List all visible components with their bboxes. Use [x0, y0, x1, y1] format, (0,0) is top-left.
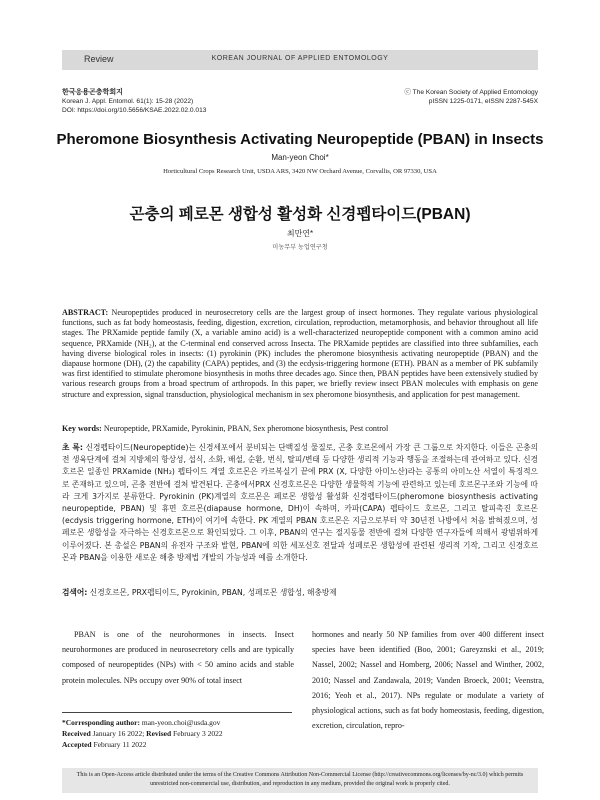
body-paragraph: PBAN is one of the neurohormones in insects. Insect neurohormones are produced in neurosecretory cells and are typically composed of neuropeptides (NPs) with < 50 amino acids and stable protein molecules. NPs occupy over 90% of total insect: [62, 630, 294, 685]
doi-link[interactable]: DOI: https://doi.org/10.5656/KSAE.2022.02.0.013: [62, 107, 207, 114]
korean-abstract-text: 신경펩타이드(Neuropeptide)는 신경세포에서 분비되는 단백질성 물질로, 곤충 호르몬에서 가장 큰 그룹으로 차지한다. 이들은 곤충의 전 생육단계에 걸쳐 지방체의 항상성, 섭식, 소화, 배설, 순환, 번식, 탈피/변태 등 다양한 생리적 기능과 행동을 조절하는데 관여하고 있다. 신경호르몬 일종인 PRXamide (NH₂) 펩타이드 계열 호르몬은 카르복실기 끝에 PRX (X, 다양한 아미노산)라는 공통의 아미노산 서열이 특징적으로 존재하고 있으며, 곤충 전반에 걸쳐 발견된다. 곤충에서PRX 신경호르몬은 다양한 생물학적 기능에 관련하고 있는데 호르몬구조와 기능에 따라 크게 3가지로 분류한다. Pyrokinin (PK)계열의 호르몬은 페로몬 생합성 활성화 신경펩타이드(pheromone biosynthesis activating neuropeptide, PBAN) 및 휴면 호르몬(diapause hormone, DH)이 속하며, 카파(CAPA) 펩타이드 호르몬, 그리고 탈피촉진 호르몬(ecdysis triggering hormone, ETH)이 여기에 속한다. PK 계열의 PBAN 호르몬은 지금으로부터 약 30년전 나방에서 처음 밝혀졌으며, 성페로몬 생합성을 자극하는 신경호르몬으로 확인되었다. 그 이후, PBAN의 연구는 절지동물 전반에 걸쳐 다양한 연구자들에 의해서 광범위하게 이루어졌다. 본 총설은 PBAN의 유전자 구조와 발현, PBAN에 의한 세포신호 전달과 성페로몬 생합성에 관련된 생리적 기작, 그리고 신경호르몬과 PBAN을 이용한 새로운 해충 방제법 개발의 가능성과 예를 소개한다.: [62, 443, 538, 562]
citation: Korean J. Appl. Entomol. 61(1): 15-28 (2022): [62, 98, 194, 105]
license-notice: This is an Open-Access article distributed under the terms of the Creative Commons Attribution Non-Commercial License (http://creativecommons.org/licenses/by-nc/3.0) which permits unrestricted non-commercial use, distribution, and reproduction in any medium, provided the original work is properly cited.: [62, 768, 538, 793]
citation-block: [62, 88, 206, 115]
author-korean: 최만연*: [286, 229, 314, 238]
title-korean: 곤충의 페로몬 생합성 활성화 신경펩타이드(PBAN): [129, 206, 471, 223]
title-english: Pheromone Biosynthesis Activating Neuropeptide (PBAN) in Insects: [56, 131, 544, 148]
issn: pISSN 1225-0171, eISSN 2287-545X: [428, 98, 538, 105]
korean-abstract: [62, 442, 538, 564]
korean-keywords-text: 신경호르몬, PRX펩티이드, Pyrokinin, PBAN, 성페로몬 생합성, 해충방제: [87, 588, 337, 597]
abstract-label: ABSTRACT:: [62, 308, 109, 317]
journal-name: KOREAN JOURNAL OF APPLIED ENTOMOLOGY: [211, 55, 389, 62]
accepted-label: Accepted: [62, 740, 92, 749]
abstract-text: Neuropeptides produced in neurosecretory cells are the largest group of insect hormones. They regulate various physiological functions, such as fat body homeostasis, feeding, digestion, excretion, circulation, reproduction, metamorphosis, and behavior throughout all life stages. The PRXamide peptide family (X, a variable amino acid) is a well-characterized neuropeptide component with a common amino acid sequence, PRXamide (NH₂), at the C-terminal end conserved across Insecta. The PRXamide peptides are classified into three subfamilies, each having diverse biological roles in insects: (1) pyrokinin (PK) includes the pheromone biosynthesis activating neuropeptide (PBAN) and the diapause hormone (DH), (2) the capability (CAPA) peptides, and (3) the ecdysis-triggering hormone (ETH). PBAN as a member of PK subfamily was first identified to stimulate pheromone biosynthesis in moths three decades ago. Since then, PBAN peptides have been extensively studied by various research groups from a broad spectrum of arthropods. In this paper, we briefly review insect PBAN molecules with emphasis on gene structure and expression, signal transduction, physiological mechanism in sex pheromone biosynthesis, and application for pest management.: [62, 308, 538, 399]
revised-date: February 3 2022: [171, 729, 223, 738]
korean-keywords-label: 검색어:: [62, 588, 88, 597]
journal-header-bar: [62, 50, 538, 70]
received-label: Received: [62, 729, 91, 738]
body-paragraph: hormones and nearly 50 NP families from over 400 different insect species have been identified (Boo, 2001; Gareyznski et al., 2019; Nassel, 2002; Nassel and Homberg, 2006; Nassel and Winther, 2002, 2010; Nassel and Zandawala, 2019; Vanden Broeck, 2001; Veenstra, 2016; Yeoh et al., 2017). NPs regulate or modulate a variety of physiological actions, such as fat body homeostasis, feeding, digestion, excretion, circulation, repro-: [312, 630, 544, 731]
accepted-date: February 11 2022: [91, 740, 147, 749]
keywords: [62, 424, 538, 434]
author-english: Man-yeon Choi*: [271, 153, 329, 162]
body-column-left: [62, 627, 294, 688]
abstract: [62, 308, 538, 400]
correspondence-block: [62, 712, 292, 750]
corresponding-author-email[interactable]: man-yeon.choi@usda.gov: [140, 718, 221, 727]
journal-korean-name: 한국응용곤충학회지: [62, 89, 123, 96]
affiliation-korean: 미농무부 농업연구청: [272, 244, 328, 251]
body-column-right: [312, 627, 544, 733]
section-label: Review: [84, 54, 114, 64]
revised-label: Revised: [146, 729, 172, 738]
keywords-label: Key words:: [62, 424, 102, 433]
copyright-block: [404, 88, 538, 106]
copyright: ⓒ The Korean Society of Applied Entomology: [404, 89, 538, 96]
korean-keywords: [62, 587, 538, 598]
corresponding-author-label: *Corresponding author:: [62, 718, 140, 727]
affiliation-english: Horticultural Crops Research Unit, USDA ARS, 3420 NW Orchard Avenue, Corvallis, OR 97330, USA: [163, 168, 437, 175]
keywords-text: Neuropeptide, PRXamide, Pyrokinin, PBAN, Sex pheromone biosynthesis, Pest control: [101, 424, 389, 433]
korean-abstract-label: 초 록:: [62, 443, 83, 452]
received-date: January 16 2022;: [90, 729, 147, 738]
